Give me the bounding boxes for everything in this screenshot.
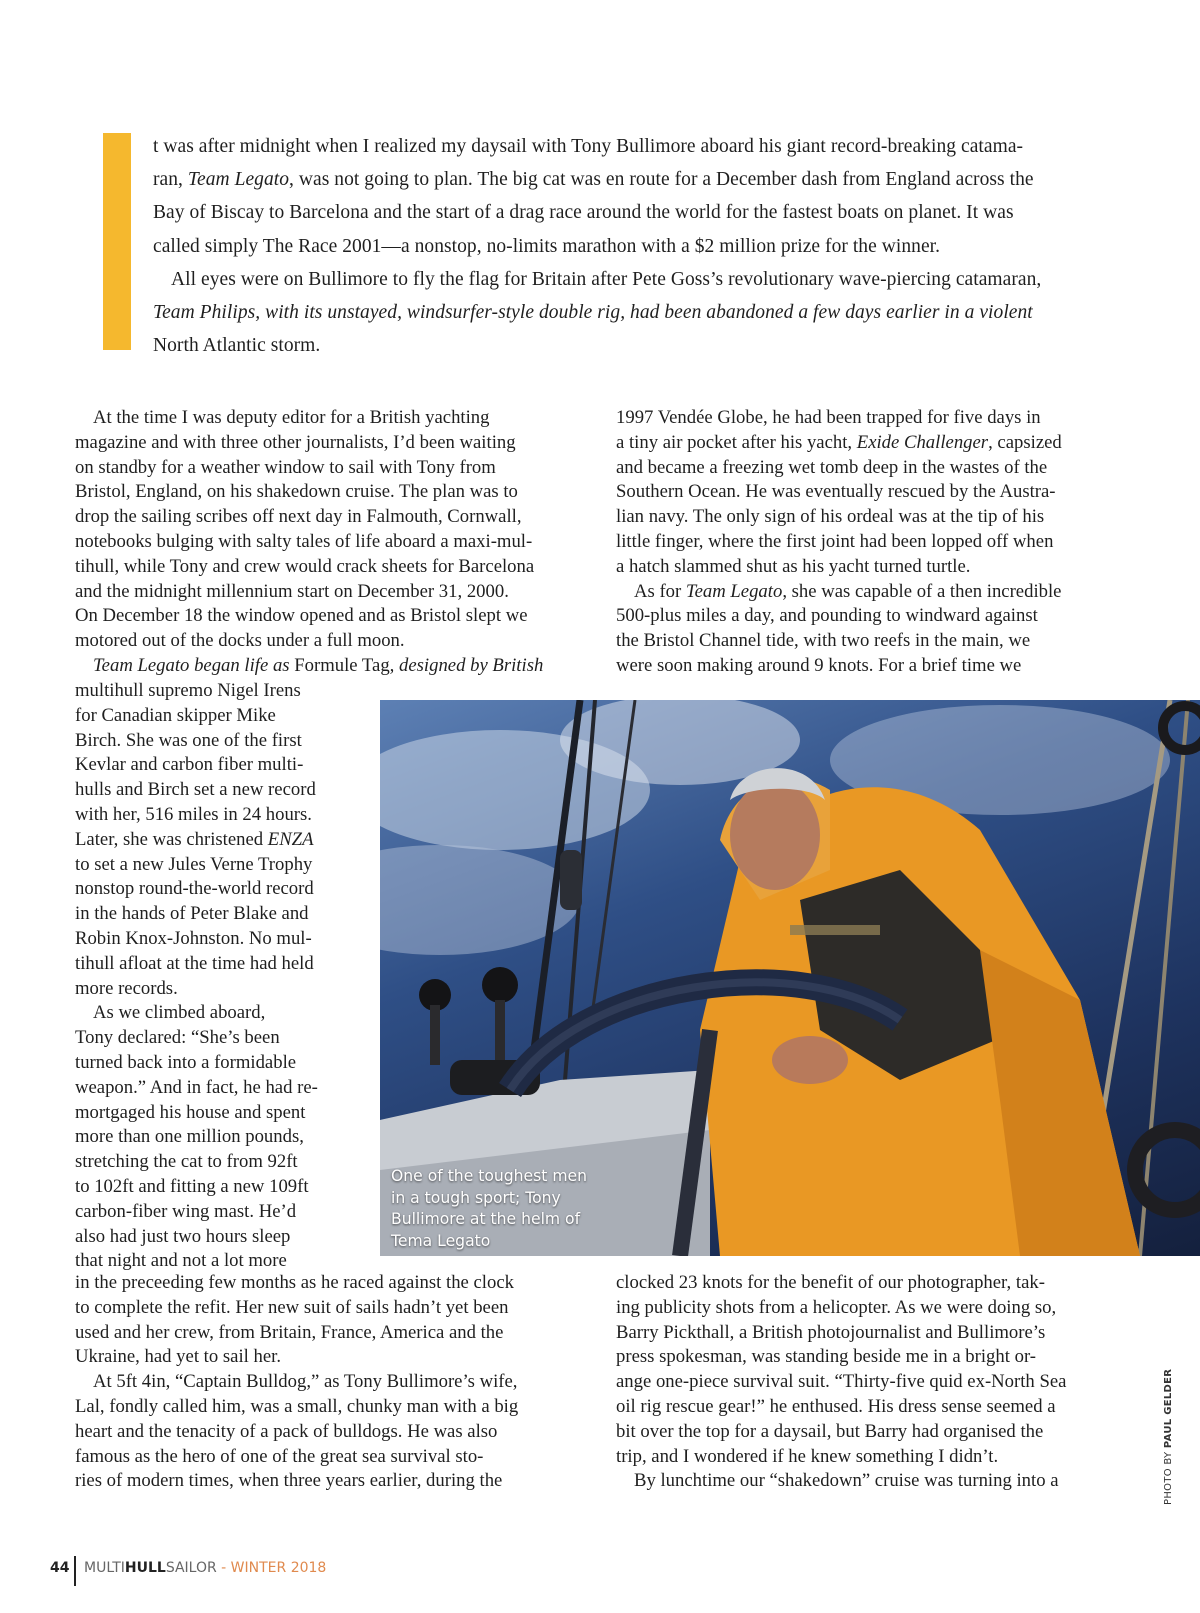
text-line (75, 1395, 595, 1420)
text-line (75, 1271, 595, 1296)
text-run: multihull supremo Nigel Irens (75, 680, 301, 701)
photo-caption: One of the toughest men in a tough sport; Tony Bullimore at the helm of Tema Legato (391, 1167, 588, 1250)
text-line (75, 431, 595, 456)
text-run: Ukraine, had yet to sail her. (75, 1346, 282, 1368)
text-line (616, 530, 1136, 555)
text-line (616, 505, 1136, 530)
text-line (153, 163, 1113, 196)
text-line (153, 263, 1113, 296)
magazine-name (84, 1560, 326, 1576)
text-run: Bristol, England, on his shakedown cruise. The plan was to (75, 481, 518, 503)
text-run: and became a freezing wet tomb deep in the wastes of the (616, 456, 1048, 478)
footer-divider (74, 1556, 76, 1586)
italic-title: Exide Challenger (856, 431, 989, 453)
text-line (75, 753, 365, 778)
text-run: t was after midnight when I realized my daysail with Tony Bullimore aboard his giant record-breaking catama- (153, 136, 1024, 157)
text-run: motored out of the docks under a full moon. (75, 630, 405, 652)
text-run: On December 18 the window opened and as Bristol slept we (75, 605, 528, 627)
photo-credit-name: PAUL GELDER (1163, 1368, 1174, 1449)
text-line (75, 853, 365, 878)
text-run: more than one million pounds, (75, 1126, 304, 1148)
text-run: more records. (75, 977, 178, 999)
text-run: Robin Knox-Johnston. No mul- (75, 927, 312, 949)
text-line (616, 480, 1136, 505)
text-line (75, 704, 365, 729)
text-line (75, 580, 595, 605)
text-run: , was not going to plan. The big cat was en route for a December dash from England across the (289, 169, 1034, 191)
text-run: 1997 Vendée Globe, he had been trapped for five days in (616, 407, 1041, 428)
italic-title: began life as (189, 654, 295, 676)
text-line (153, 196, 1113, 229)
text-line (616, 1395, 1136, 1420)
text-run: a tiny air pocket after his yacht, (616, 431, 857, 453)
text-run: carbon-fiber wing mast. He’d (75, 1200, 297, 1222)
right-column-bottom-text (616, 1271, 1136, 1494)
text-line (75, 1225, 365, 1250)
text-run: , she was capable of a then incredible (782, 580, 1062, 602)
italic-title: Team Philips (153, 301, 256, 323)
text-run: Kevlar and carbon fiber multi- (75, 754, 304, 776)
text-run: Birch. She was one of the first (75, 729, 302, 751)
text-line (616, 1420, 1136, 1445)
text-run: clocked 23 knots for the benefit of our photographer, tak- (616, 1272, 1045, 1293)
text-line (75, 1051, 365, 1076)
drop-cap-bar (103, 133, 131, 350)
text-run: with her, 516 miles in 24 hours. (75, 803, 312, 825)
text-run: ran, (153, 169, 188, 191)
text-run: tihull, while Tony and crew would crack sheets for Barcelona (75, 555, 535, 577)
text-run: weapon.” And in fact, he had re- (75, 1076, 318, 1098)
text-run: turned back into a formidable (75, 1051, 297, 1073)
text-line (616, 456, 1136, 481)
text-run: nonstop round-the-world record (75, 878, 314, 900)
italic-title: , with its unstayed, windsurfer-style double rig, had been abandoned a few days earlier in a violent (255, 301, 1033, 323)
text-line (75, 729, 365, 754)
text-run: Barry Pickthall, a British photojournalist and Bullimore’s (616, 1321, 1046, 1343)
photo-credit (1163, 1369, 1174, 1505)
text-line (75, 530, 595, 555)
text-line (75, 654, 595, 679)
text-run: also had just two hours sleep (75, 1225, 291, 1247)
text-line (75, 778, 365, 803)
text-run: lian navy. The only sign of his ordeal was at the tip of his (616, 506, 1045, 528)
text-run: to complete the refit. Her new suit of sails hadn’t yet been (75, 1296, 509, 1318)
text-line (616, 1469, 1136, 1494)
text-line (616, 406, 1136, 431)
text-line (75, 679, 365, 704)
text-run: in the preceeding few months as he raced against the clock (75, 1272, 514, 1293)
text-line (75, 1101, 365, 1126)
text-run: By lunchtime our “shakedown” cruise was turning into a (634, 1470, 1059, 1492)
text-line (75, 406, 595, 431)
text-line (75, 877, 365, 902)
text-run: ange one-piece survival suit. “Thirty-five quid ex-North Sea (616, 1371, 1067, 1393)
right-column-top-text (616, 406, 1136, 679)
text-line (616, 1321, 1136, 1346)
text-run: hulls and Birch set a new record (75, 779, 316, 801)
text-line (75, 604, 595, 629)
text-run: called simply The Race 2001—a nonstop, no-limits marathon with a $2 million prize for the winner. (153, 235, 941, 257)
text-line (616, 654, 1136, 679)
text-run: famous as the hero of one of the great sea survival sto- (75, 1445, 484, 1467)
text-line (75, 1200, 365, 1225)
text-run: little finger, where the first joint had been lopped off when (616, 530, 1054, 552)
text-line (75, 1321, 595, 1346)
photo-credit-prefix: PHOTO BY (1163, 1448, 1174, 1505)
italic-title: Team Legato (685, 580, 783, 602)
text-line (75, 952, 365, 977)
text-run: heart and the tenacity of a pack of bulldogs. He was also (75, 1420, 498, 1442)
text-run: the Bristol Channel tide, with two reefs in the main, we (616, 630, 1031, 652)
text-line (75, 828, 365, 853)
text-line (75, 902, 365, 927)
text-run: on standby for a weather window to sail with Tony from (75, 456, 496, 478)
issue-date: - WINTER 2018 (216, 1560, 327, 1576)
text-run: to 102ft and fitting a new 109ft (75, 1175, 309, 1197)
text-line (75, 1026, 365, 1051)
text-run: At 5ft 4in, “Captain Bulldog,” as Tony Bullimore’s wife, (93, 1371, 518, 1393)
text-run: All eyes were on Bullimore to fly the flag for Britain after Pete Goss’s revolutionary wave-piercing catamaran, (171, 268, 1042, 290)
text-run: a hatch slammed shut as his yacht turned turtle. (616, 555, 971, 577)
text-run: , capsized (988, 431, 1062, 453)
text-line (153, 296, 1113, 329)
text-line (75, 977, 365, 1002)
text-run: As for (634, 580, 686, 602)
text-run: trip, and I wondered if he knew something I didn’t. (616, 1445, 999, 1467)
text-line (75, 1076, 365, 1101)
text-run: and the midnight millennium start on December 31, 2000. (75, 580, 509, 602)
text-line (616, 1445, 1136, 1470)
text-line (75, 505, 595, 530)
text-run: notebooks bulging with salty tales of life aboard a maxi-mul- (75, 530, 533, 552)
text-line (153, 130, 1113, 163)
left-column-wrap-text (75, 679, 365, 1274)
text-run: North Atlantic storm. (153, 335, 321, 357)
italic-title: , designed by British (389, 654, 544, 676)
magazine-name-sailor: SAILOR (165, 1560, 217, 1576)
text-run: mortgaged his house and spent (75, 1101, 306, 1123)
text-run: oil rig rescue gear!” he enthused. His dress sense seemed a (616, 1395, 1056, 1417)
text-line (616, 431, 1136, 456)
text-run: to set a new Jules Verne Trophy (75, 853, 313, 875)
text-line (153, 329, 1113, 362)
text-line (75, 1125, 365, 1150)
text-run: press spokesman, was standing beside me in a bright or- (616, 1346, 1037, 1368)
text-line (75, 1345, 595, 1370)
text-run: used and her crew, from Britain, France, America and the (75, 1321, 504, 1343)
text-run: magazine and with three other journalists, I’d been waiting (75, 431, 516, 453)
intro-paragraph (153, 130, 1113, 362)
text-line (616, 1271, 1136, 1296)
text-line (75, 927, 365, 952)
text-line (75, 629, 595, 654)
text-run: bit over the top for a daysail, but Barry had organised the (616, 1420, 1044, 1442)
text-run: Lal, fondly called him, was a small, chunky man with a big (75, 1395, 519, 1417)
text-run: Formule Tag (294, 654, 390, 676)
text-line (75, 555, 595, 580)
text-line (75, 1150, 365, 1175)
italic-title: ENZA (267, 828, 314, 850)
magazine-name-multi: MULTI (84, 1560, 125, 1576)
italic-title: Team Legato (187, 169, 290, 191)
text-line (616, 1370, 1136, 1395)
text-line (75, 1296, 595, 1321)
left-column-top-text (75, 406, 595, 679)
left-column-bottom-text (75, 1271, 595, 1494)
text-line (75, 1370, 595, 1395)
text-run: ries of modern times, when three years earlier, during the (75, 1470, 503, 1492)
text-line (616, 580, 1136, 605)
text-line (75, 1175, 365, 1200)
text-line (75, 1469, 595, 1494)
text-run: tihull afloat at the time had held (75, 952, 314, 974)
text-line (75, 1001, 365, 1026)
text-run: Tony declared: “She’s been (75, 1027, 280, 1049)
italic-title: Team Legato (93, 654, 190, 676)
text-run: 500-plus miles a day, and pounding to windward against (616, 605, 1038, 627)
page-number: 44 (50, 1560, 70, 1576)
text-run: were soon making around 9 knots. For a brief time we (616, 654, 1022, 676)
text-line (616, 1296, 1136, 1321)
text-line (616, 629, 1136, 654)
text-run: that night and not a lot more (75, 1250, 287, 1272)
text-run: Later, she was christened (75, 828, 268, 850)
text-line (75, 1445, 595, 1470)
text-run: Bay of Biscay to Barcelona and the start of a drag race around the world for the fastest boats on planet. It was (153, 202, 1014, 224)
text-run: Southern Ocean. He was eventually rescued by the Austra- (616, 481, 1056, 503)
text-line (153, 230, 1113, 263)
page-footer (50, 1560, 327, 1576)
text-line (75, 803, 365, 828)
text-line (75, 1420, 595, 1445)
text-run: drop the sailing scribes off next day in Falmouth, Cornwall, (75, 506, 522, 528)
text-run: stretching the cat to from 92ft (75, 1151, 298, 1173)
text-line (616, 555, 1136, 580)
text-line (616, 604, 1136, 629)
text-run: in the hands of Peter Blake and (75, 903, 309, 925)
text-line (616, 1345, 1136, 1370)
text-run: for Canadian skipper Mike (75, 704, 276, 726)
text-line (75, 456, 595, 481)
text-run: At the time I was deputy editor for a British yachting (93, 407, 490, 428)
text-run: ing publicity shots from a helicopter. As we were doing so, (616, 1296, 1057, 1318)
text-run: As we climbed aboard, (93, 1002, 266, 1024)
text-line (75, 480, 595, 505)
magazine-name-hull: HULL (124, 1560, 166, 1576)
